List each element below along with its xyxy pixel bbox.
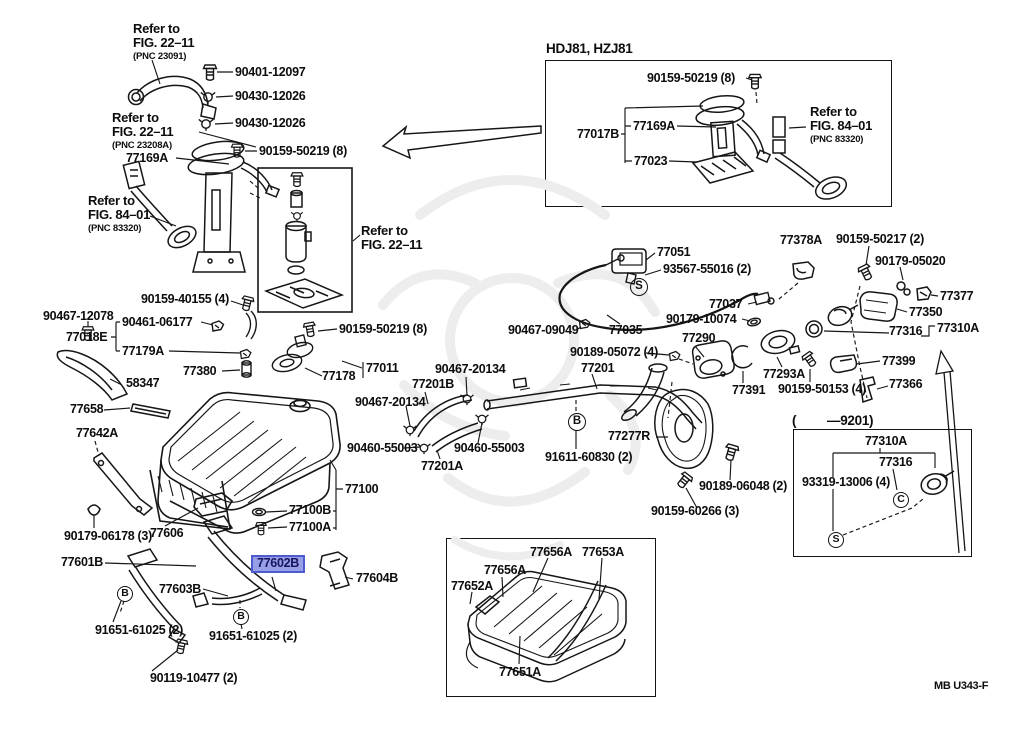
part-label-77290[interactable]: 77290	[682, 331, 716, 345]
part-label-90430-12026[interactable]: 90430-12026	[235, 116, 306, 130]
part-label-77603B[interactable]: 77603B	[159, 582, 201, 596]
note-(PNC83320): (PNC 83320)	[810, 134, 864, 145]
part-label-77169A[interactable]: 77169A	[126, 151, 168, 165]
assembly-marker-S: S	[630, 278, 648, 296]
part-label-58347[interactable]: 58347	[126, 376, 160, 390]
part-label-77602B-selected[interactable]: 77602B	[251, 555, 305, 573]
part-label-77658[interactable]: 77658	[70, 402, 104, 416]
part-label-90401-12097[interactable]: 90401-12097	[235, 65, 306, 79]
part-label-77277R[interactable]: 77277R	[608, 429, 650, 443]
part-label-77179A[interactable]: 77179A	[122, 344, 164, 358]
part-label-90189-06048(2)[interactable]: 90189-06048 (2)	[699, 479, 787, 493]
part-label-77604B[interactable]: 77604B	[356, 571, 398, 585]
note-FIG22–11: FIG. 22–11	[361, 237, 423, 252]
part-label-90467-20134[interactable]: 90467-20134	[435, 362, 506, 376]
assembly-marker-B: B	[117, 586, 133, 602]
range-box-title: —9201)	[827, 413, 874, 428]
part-label-77316[interactable]: 77316	[889, 324, 923, 338]
part-label-77642A[interactable]: 77642A	[76, 426, 118, 440]
part-label-93319-13006(4)[interactable]: 93319-13006 (4)	[802, 475, 890, 489]
note-FIG84–01: FIG. 84–01	[810, 118, 873, 133]
part-label-77201B[interactable]: 77201B	[412, 377, 454, 391]
part-label-90179-06178(3)[interactable]: 90179-06178 (3)	[64, 529, 152, 543]
part-label-77035[interactable]: 77035	[609, 323, 643, 337]
part-label-77378A[interactable]: 77378A	[780, 233, 822, 247]
part-label-90460-55003[interactable]: 90460-55003	[454, 441, 525, 455]
assembly-marker-B: B	[233, 609, 249, 625]
part-label-77310A[interactable]: 77310A	[937, 321, 979, 335]
part-label-77023[interactable]: 77023	[634, 154, 668, 168]
part-label-77201[interactable]: 77201	[581, 361, 615, 375]
part-label-90189-05072(4)[interactable]: 90189-05072 (4)	[570, 345, 658, 359]
part-label-77017B[interactable]: 77017B	[577, 127, 619, 141]
part-label-90467-20134[interactable]: 90467-20134	[355, 395, 426, 409]
part-label-77011[interactable]: 77011	[366, 361, 399, 375]
part-label-77178[interactable]: 77178	[322, 369, 356, 383]
part-label-77293A[interactable]: 77293A	[763, 367, 805, 381]
part-label-90159-50217(2)[interactable]: 90159-50217 (2)	[836, 232, 924, 246]
part-label-77100B[interactable]: 77100B	[289, 503, 331, 517]
part-label-91651-61025(2)[interactable]: 91651-61025 (2)	[95, 623, 183, 637]
note-Referto: Refer to	[133, 21, 180, 36]
doc-code: MB U343-F	[934, 680, 989, 692]
part-label-77201A[interactable]: 77201A	[421, 459, 463, 473]
part-label-90159-40155(4)[interactable]: 90159-40155 (4)	[141, 292, 229, 306]
part-label-77380[interactable]: 77380	[183, 364, 217, 378]
assembly-marker-S: S	[828, 532, 844, 548]
note-FIG22–11: FIG. 22–11	[112, 124, 174, 139]
part-label-77652A[interactable]: 77652A	[451, 579, 493, 593]
range-box-title-open: (	[792, 413, 797, 428]
part-label-77366[interactable]: 77366	[889, 377, 923, 391]
part-label-77316[interactable]: 77316	[879, 455, 913, 469]
part-label-91611-60830(2)[interactable]: 91611-60830 (2)	[545, 450, 633, 464]
part-label-90467-12078[interactable]: 90467-12078	[43, 309, 114, 323]
part-label-90159-50219(8)[interactable]: 90159-50219 (8)	[647, 71, 735, 85]
part-label-91651-61025(2)[interactable]: 91651-61025 (2)	[209, 629, 297, 643]
note-Referto: Refer to	[88, 193, 135, 208]
part-label-90119-10477(2)[interactable]: 90119-10477 (2)	[150, 671, 238, 685]
part-label-77601B[interactable]: 77601B	[61, 555, 103, 569]
note-Referto: Refer to	[810, 104, 857, 119]
part-label-90159-50219(8)[interactable]: 90159-50219 (8)	[259, 144, 347, 158]
part-label-77100A[interactable]: 77100A	[289, 520, 331, 534]
part-label-77018E[interactable]: 77018E	[66, 330, 108, 344]
part-label-77651A[interactable]: 77651A	[499, 665, 541, 679]
part-label-77169A[interactable]: 77169A	[633, 119, 675, 133]
note-(PNC83320): (PNC 83320)	[88, 223, 142, 234]
part-label-77350[interactable]: 77350	[909, 305, 943, 319]
note-Referto: Refer to	[112, 110, 159, 125]
note-(PNC23091): (PNC 23091)	[133, 51, 187, 62]
part-label-90179-05020[interactable]: 90179-05020	[875, 254, 946, 268]
part-label-77391[interactable]: 77391	[732, 383, 766, 397]
part-label-90159-50153(4)[interactable]: 90159-50153 (4)	[778, 382, 866, 396]
part-label-90430-12026[interactable]: 90430-12026	[235, 89, 306, 103]
part-label-90159-50219(8)[interactable]: 90159-50219 (8)	[339, 322, 427, 336]
part-label-77037[interactable]: 77037	[709, 297, 743, 311]
part-label-77310A[interactable]: 77310A	[865, 434, 907, 448]
variant-box-title: HDJ81, HZJ81	[546, 41, 633, 56]
part-label-77653A[interactable]: 77653A	[582, 545, 624, 559]
note-FIG22–11: FIG. 22–11	[133, 35, 195, 50]
part-label-90179-10074[interactable]: 90179-10074	[666, 312, 737, 326]
part-label-77377[interactable]: 77377	[940, 289, 974, 303]
part-label-77656A[interactable]: 77656A	[530, 545, 572, 559]
note-(PNC23208A): (PNC 23208A)	[112, 140, 172, 151]
assembly-marker-C: C	[893, 492, 909, 508]
part-label-90467-09049[interactable]: 90467-09049	[508, 323, 579, 337]
part-label-77399[interactable]: 77399	[882, 354, 916, 368]
part-label-93567-55016(2)[interactable]: 93567-55016 (2)	[663, 262, 751, 276]
note-FIG84–01: FIG. 84–01	[88, 207, 151, 222]
part-label-77100[interactable]: 77100	[345, 482, 379, 496]
part-label-77606[interactable]: 77606	[150, 526, 184, 540]
part-label-90159-60266(3)[interactable]: 90159-60266 (3)	[651, 504, 739, 518]
note-Referto: Refer to	[361, 223, 408, 238]
part-label-90460-55003[interactable]: 90460-55003	[347, 441, 418, 455]
assembly-marker-B: B	[568, 413, 586, 431]
part-label-77051[interactable]: 77051	[657, 245, 691, 259]
part-label-90461-06177[interactable]: 90461-06177	[122, 315, 193, 329]
part-label-77656A[interactable]: 77656A	[484, 563, 526, 577]
